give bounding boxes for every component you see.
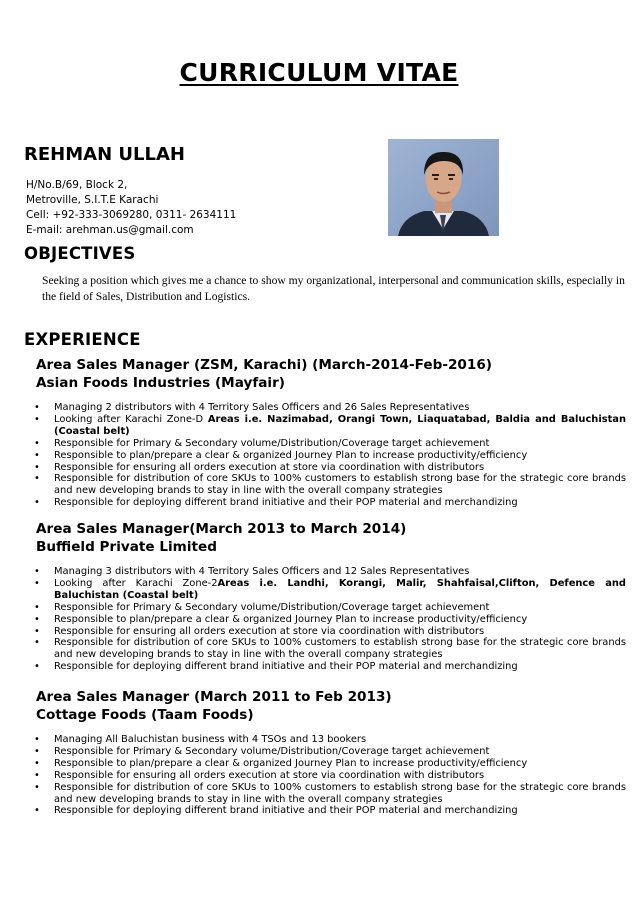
phone-line: Cell: +92-333-3069280, 0311- 2634111: [26, 209, 237, 221]
company-name: Asian Foods Industries (Mayfair): [36, 375, 285, 391]
list-item: • Responsible for distribution of core SKUs to 100% customers to establish strong base for the strategic core brands and new developing brands to stay in line with the overall company strategies: [34, 781, 626, 805]
job-title: Area Sales Manager(March 2013 to March 2014): [36, 521, 407, 537]
list-item: • Looking after Karachi Zone-2Areas i.e. Landhi, Korangi, Malir, Shahfaisal,Clifton, Defence and Baluchistan (Coastal belt): [34, 577, 626, 601]
list-item: • Responsible for distribution of core SKUs to 100% customers to establish strong base for the strategic core brands and new developing brands to stay in line with the overall company strategies: [34, 637, 626, 661]
list-item: • Responsible for ensuring all orders execution at store via coordination with distributors: [34, 461, 485, 473]
list-item: • Managing 2 distributors with 4 Territory Sales Officers and 26 Sales Representatives: [34, 402, 470, 413]
list-item: • Responsible for distribution of core SKUs to 100% customers to establish strong base for the strategic core brands and new developing brands to stay in line with the overall company strategies: [34, 473, 626, 497]
list-item: • Managing 3 distributors with 4 Territory Sales Officers and 12 Sales Representatives: [34, 566, 470, 577]
objective-text: Seeking a position which gives me a chance to show my organizational, interpersonal and communication skills, especially in the field of Sales, Distribution and Logistics.: [42, 274, 625, 303]
experience-heading: EXPERIENCE: [24, 330, 141, 349]
list-item: • Responsible for deploying different brand initiative and their POP material and merchandizing: [34, 661, 518, 673]
list-item: • Responsible to plan/prepare a clear & organized Journey Plan to increase productivity/efficiency: [34, 449, 528, 461]
list-item: • Responsible for Primary & Secondary volume/Distribution/Coverage target achievement: [34, 745, 490, 757]
contact-block: [26, 178, 236, 238]
job-entry: [36, 688, 626, 817]
list-item: • Responsible for deploying different brand initiative and their POP material and merchandizing: [34, 805, 518, 817]
list-item: • Responsible for Primary & Secondary volume/Distribution/Coverage target achievement: [34, 437, 490, 449]
list-item: • Responsible for ensuring all orders execution at store via coordination with distributors: [34, 769, 485, 781]
address-line: H/No.B/69, Block 2,: [26, 179, 128, 191]
list-item: • Responsible for Primary & Secondary volume/Distribution/Coverage target achievement: [34, 601, 490, 613]
job-title: Area Sales Manager (March 2011 to Feb 2013): [36, 689, 392, 705]
job-entry: [36, 356, 626, 509]
objectives-heading: OBJECTIVES: [24, 244, 136, 263]
list-item: • Managing All Baluchistan business with 4 TSOs and 13 bookers: [34, 734, 367, 745]
email-line: E-mail: arehman.us@gmail.com: [26, 224, 194, 236]
cv-title: CURRICULUM VITAE: [179, 58, 459, 87]
list-item: • Responsible for ensuring all orders execution at store via coordination with distributors: [34, 625, 485, 637]
responsibility-list: [36, 734, 626, 817]
portrait-image: [388, 139, 499, 236]
list-item: • Responsible to plan/prepare a clear & organized Journey Plan to increase productivity/efficiency: [34, 613, 528, 625]
job-title: Area Sales Manager (ZSM, Karachi) (March-2014-Feb-2016): [36, 357, 493, 373]
list-item: • Responsible for deploying different brand initiative and their POP material and merchandizing: [34, 497, 518, 509]
list-item: • Looking after Karachi Zone-D Areas i.e. Nazimabad, Orangi Town, Liaquatabad, Baldia and Baluchistan (Coastal belt): [34, 413, 627, 437]
company-name: Cottage Foods (Taam Foods): [36, 707, 254, 723]
responsibility-list: [36, 566, 626, 673]
list-item: • Responsible to plan/prepare a clear & organized Journey Plan to increase productivity/efficiency: [34, 757, 528, 769]
candidate-name: REHMAN ULLAH: [24, 144, 185, 165]
profile-photo: [388, 139, 499, 236]
company-name: Buffield Private Limited: [36, 539, 217, 555]
address-line: Metroville, S.I.T.E Karachi: [26, 194, 159, 206]
responsibility-list: [36, 402, 626, 509]
job-entry: [36, 520, 626, 673]
